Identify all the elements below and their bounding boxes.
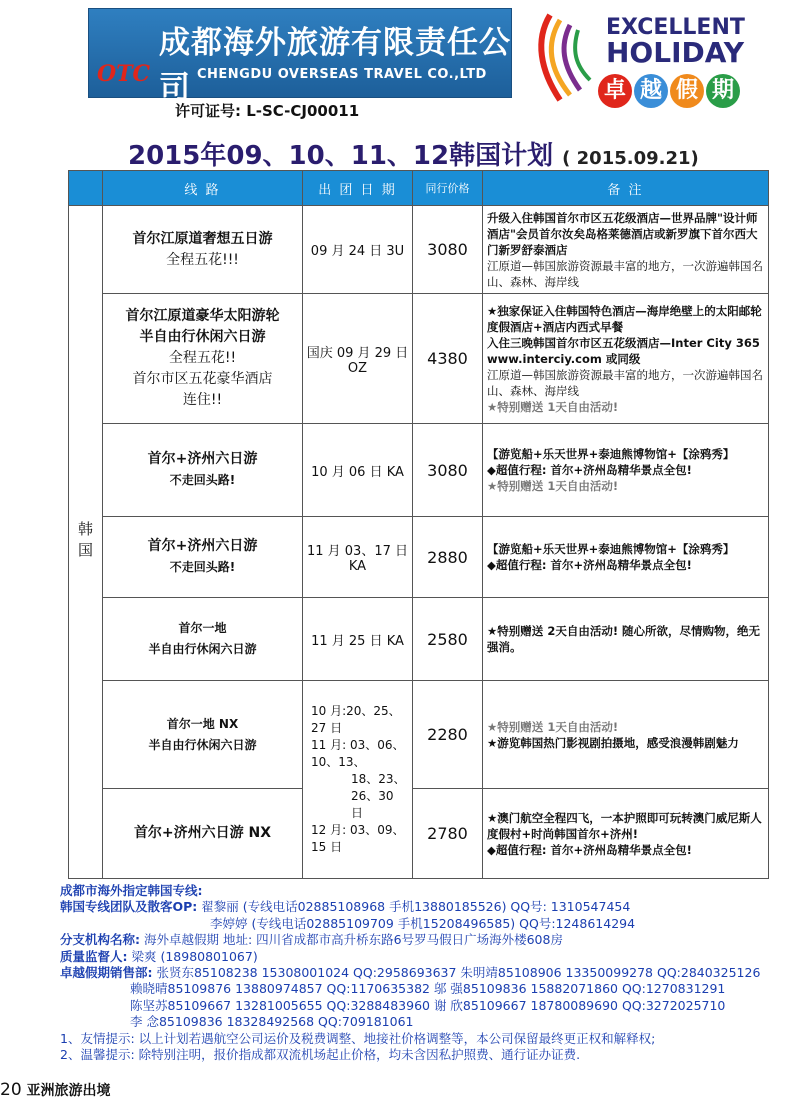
note-line: ◆超值行程: 首尔+济州岛精华景点全包! — [487, 463, 692, 477]
header-price: 同行价格 — [413, 171, 483, 206]
route-line: 首尔+济州六日游 — [147, 538, 258, 554]
route-line: 首尔+济州六日游 NX — [133, 825, 272, 841]
logo-text-cn — [598, 74, 742, 108]
note-line: ★特别赠送 2天自由活动! 随心所欲，尽情购物，绝无强消。 — [487, 624, 761, 654]
page-footer — [0, 1080, 111, 1100]
date-cell: 10 月 06 日 KA — [303, 424, 413, 517]
title-text: 2015年09、10、11、12韩国计划 — [128, 141, 554, 171]
logo-text-excellent: EXCELLENT — [606, 15, 745, 40]
date-line: 18、23、26、30 — [351, 772, 406, 803]
route-line: 首尔+济州六日游 — [147, 451, 258, 467]
route-cell — [103, 681, 303, 789]
price-cell: 2780 — [413, 789, 483, 879]
sales-line: 陈坚苏85109667 13281005655 QQ:3288483960 谢 欣85109667 18780089690 QQ:3272025710 — [130, 997, 726, 1013]
route-line: 首尔市区五花豪华酒店 — [132, 371, 273, 387]
tip-1: 1、友情提示: 以上计划若遇航空公司运价及税费调整、地接社价格调整等，本公司保留最终更正权和解释权; — [60, 1030, 656, 1046]
note-line: 江原道—韩国旅游资源最丰富的地方，一次游遍韩国名山、森林、海岸线 — [487, 258, 763, 289]
logo-char: 期 — [706, 74, 740, 108]
page-title — [128, 135, 699, 172]
branch-address: 海外卓越假期 地址: 四川省成都市高升桥东路6号罗马假日广场海外楼608房 — [143, 932, 563, 948]
supervisor-label: 质量监督人: — [60, 948, 128, 964]
date-cell-nx — [303, 681, 413, 879]
op-contact-1: 翟黎丽 (专线电话02885108968 手机13880185526) QQ号: 1310547454 — [201, 899, 631, 915]
route-cell — [103, 598, 303, 681]
price-cell: 2580 — [413, 598, 483, 681]
price-cell: 3080 — [413, 424, 483, 517]
route-cell — [103, 206, 303, 294]
price-cell: 2280 — [413, 681, 483, 789]
tip-2: 2、温馨提示: 除特别注明，报价指成都双流机场起止价格，均未含因私护照费、通行证办证费. — [60, 1047, 581, 1063]
sales-line: 李 念85109836 18328492568 QQ:709181061 — [130, 1014, 414, 1030]
company-name-cn: 成都海外旅游有限责任公司 — [159, 25, 511, 106]
date-line: 日 — [351, 806, 364, 820]
route-cell — [103, 294, 303, 424]
table-row — [69, 681, 769, 789]
country-cell: 韩国 — [69, 206, 103, 879]
notes-cell — [483, 598, 769, 681]
notes-cell — [483, 517, 769, 598]
route-line: 不走回头路! — [169, 560, 236, 574]
table-row — [69, 424, 769, 517]
footer-heading: 成都市海外指定韩国专线: — [60, 883, 203, 898]
logo-char: 假 — [670, 74, 704, 108]
branch-label: 分支机构名称: — [60, 932, 140, 948]
magazine-name: 亚洲旅游出境 — [26, 1083, 111, 1099]
note-line: 【游览船+乐天世界+泰迪熊博物馆+【涂鸦秀】 — [487, 542, 735, 556]
route-line: 全程五花!!! — [166, 251, 239, 268]
date-cell: 11 月 03、17 日 KA — [303, 517, 413, 598]
route-line: 不走回头路! — [169, 473, 236, 487]
holiday-logo-icon — [530, 10, 600, 105]
note-line: www.interciy.com 或同级 — [487, 351, 641, 366]
op-contact-2: 李婷婷 (专线电话02885109709 手机15208496585) QQ号:1248614294 — [210, 915, 636, 931]
logo-text-holiday: HOLIDAY — [606, 36, 745, 69]
sales-line: 张贤东85108238 15308001024 QQ:2958693637 朱明靖85108906 13350099278 QQ:2840325126 — [156, 965, 761, 981]
date-line: 10 月:20、25、27 日 — [311, 704, 401, 735]
note-line: ★独家保证入住韩国特色酒店—海岸绝壁上的太阳邮轮度假酒店+酒店内西式早餐 — [487, 303, 762, 334]
supervisor-value: 梁爽 (18980801067) — [131, 948, 258, 964]
date-line: 11 月: 03、06、10、13、 — [311, 738, 405, 769]
header-blank — [69, 171, 103, 206]
note-line: ◆超值行程: 首尔+济州岛精华景点全包! — [487, 842, 692, 857]
notes-cell — [483, 206, 769, 294]
note-line: 入住三晚韩国首尔市区五花级酒店—Inter City 365 — [487, 335, 760, 350]
logo-char: 卓 — [598, 74, 632, 108]
notes-cell — [483, 294, 769, 424]
route-line: 全程五花!! — [168, 350, 237, 366]
route-line: 首尔江原道豪华太阳游轮 — [125, 308, 280, 324]
note-line: 升级入住韩国首尔市区五花级酒店—世界品牌"设计师酒店"会员首尔汝矣岛格莱德酒店或新罗旗下首尔西大门新罗舒泰酒店 — [487, 210, 758, 257]
note-line: ◆超值行程: 首尔+济州岛精华景点全包! — [487, 558, 692, 572]
note-line: 江原道—韩国旅游资源最丰富的地方，一次游遍韩国名山、森林、海岸线 — [487, 367, 763, 398]
table-row — [69, 206, 769, 294]
route-line: 首尔一地 NX — [166, 716, 239, 731]
table-row — [69, 517, 769, 598]
route-line: 半自由行休闲六日游 — [148, 737, 257, 752]
op-label: 韩国专线团队及散客OP: — [60, 899, 198, 915]
route-line: 半自由行休闲六日游 — [148, 642, 257, 656]
header-notes: 备 注 — [483, 171, 769, 206]
price-cell: 4380 — [413, 294, 483, 424]
note-line: ★游览韩国热门影视剧拍摄地，感受浪漫韩剧魅力 — [487, 735, 739, 750]
tour-table — [68, 170, 768, 879]
table-row — [69, 294, 769, 424]
contact-footer — [60, 883, 790, 1063]
date-line: 12 月: 03、09、15 日 — [311, 823, 405, 854]
date-cell: 国庆 09 月 29 日 OZ — [303, 294, 413, 424]
route-cell — [103, 789, 303, 879]
route-cell — [103, 517, 303, 598]
route-cell — [103, 424, 303, 517]
sales-label: 卓越假期销售部: — [60, 965, 153, 981]
note-line: 【游览船+乐天世界+泰迪熊博物馆+【涂鸦秀】 — [487, 447, 735, 461]
company-banner — [88, 8, 512, 106]
date-cell: 09 月 24 日 3U — [303, 206, 413, 294]
price-cell: 2880 — [413, 517, 483, 598]
date-cell: 11 月 25 日 KA — [303, 598, 413, 681]
note-line: ★特别赠送 1天自由活动! — [487, 719, 619, 734]
notes-cell — [483, 789, 769, 879]
route-line: 首尔一地 — [178, 621, 227, 635]
price-cell: 3080 — [413, 206, 483, 294]
route-line: 半自由行休闲六日游 — [139, 329, 266, 345]
otc-logo: OTC — [97, 61, 151, 87]
table-header-row — [69, 171, 769, 206]
header-route: 线 路 — [103, 171, 303, 206]
notes-cell — [483, 681, 769, 789]
company-name-en: CHENGDU OVERSEAS TRAVEL CO.,LTD — [197, 67, 487, 82]
note-line: ★特别赠送 1天自由活动! — [487, 399, 619, 414]
route-line: 连住!! — [182, 392, 223, 408]
route-line: 首尔江原道奢想五日游 — [132, 230, 273, 247]
note-line: ★特别赠送 1天自由活动! — [487, 479, 619, 493]
notes-cell — [483, 424, 769, 517]
title-date: ( 2015.09.21) — [562, 148, 699, 169]
header-date: 出 团 日 期 — [303, 171, 413, 206]
table-row — [69, 789, 769, 879]
logo-char: 越 — [634, 74, 668, 108]
license-number: 许可证号: L-SC-CJ00011 — [175, 102, 360, 120]
note-line: ★澳门航空全程四飞，一本护照即可玩转澳门威尼斯人度假村+时尚韩国首尔+济州! — [487, 810, 762, 841]
sales-line: 赖晓晴85109876 13880974857 QQ:1170635382 邬 强85109836 15882071860 QQ:1270831291 — [130, 981, 726, 997]
table-row — [69, 598, 769, 681]
page-number: 20 — [0, 1080, 22, 1100]
